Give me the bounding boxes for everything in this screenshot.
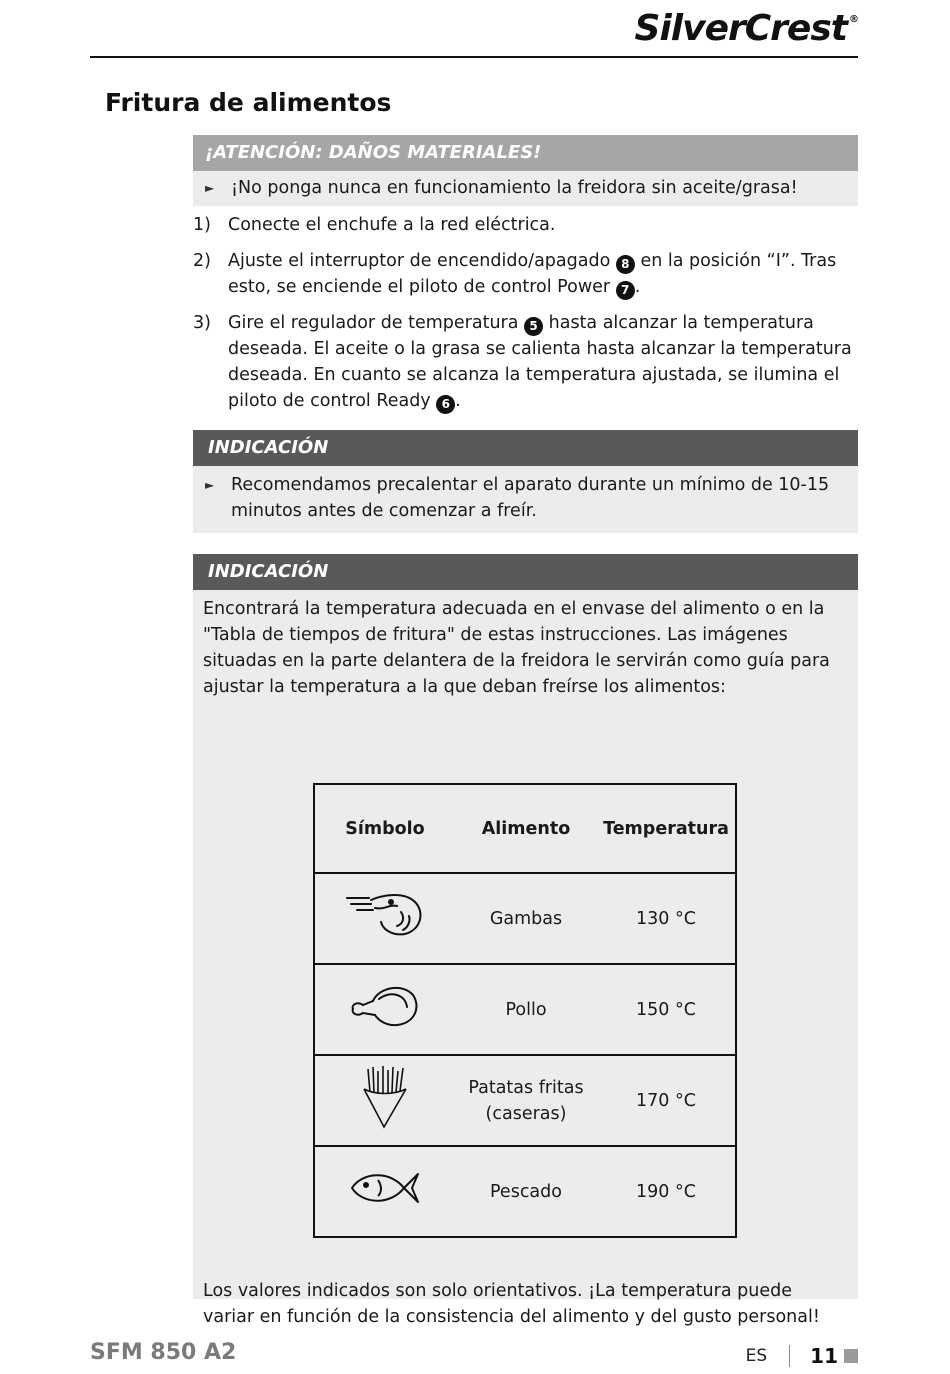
warning-text: ¡No ponga nunca en funcionamiento la freidora sin aceite/grasa! xyxy=(231,178,798,198)
callout-badge: 8 xyxy=(616,255,635,274)
callout-badge: 7 xyxy=(616,281,635,300)
table-row: Gambas 130 °C xyxy=(315,872,735,963)
warning-box xyxy=(193,135,858,206)
note-header: INDICACIÓN xyxy=(193,554,858,590)
shrimp-icon xyxy=(315,892,455,946)
temperature-table xyxy=(313,783,737,1238)
note-box xyxy=(193,430,858,533)
page-title: Fritura de alimentos xyxy=(105,88,392,117)
bullet-arrow-icon: ► xyxy=(205,478,215,492)
warning-header: ¡ATENCIÓN: DAÑOS MATERIALES! xyxy=(193,135,858,171)
model-number: SFM 850 A2 xyxy=(90,1340,237,1365)
bullet-arrow-icon: ► xyxy=(205,181,215,195)
note-outro: Los valores indicados son solo orientativos. ¡La temperatura puede variar en función de la consistencia del alimento y del gusto personal! xyxy=(203,1281,820,1327)
chicken-leg-icon xyxy=(315,983,455,1037)
note-header: INDICACIÓN xyxy=(193,430,858,466)
brand-logo: SilverCrest ® xyxy=(634,8,858,49)
callout-badge: 5 xyxy=(524,317,543,336)
table-row: Patatas fritas (caseras) 170 °C xyxy=(315,1054,735,1145)
table-row: Pescado 190 °C xyxy=(315,1145,735,1236)
language-code: ES xyxy=(745,1346,768,1366)
table-header-row: Símbolo Alimento Temperatura xyxy=(345,818,729,839)
list-item: 2) Ajuste el interruptor de encendido/apagado 8 en la posición “I”. Tras esto, se enciende el piloto de control Power 7 . xyxy=(193,248,858,300)
note-intro: Encontrará la temperatura adecuada en el envase del alimento o en la "Tabla de tiempos de fritura" de estas instrucciones. Las imágenes situadas en la parte delantera de la freidora le servirán como guía para ajustar la temperatura a la que deban freírse los alimentos: xyxy=(203,599,830,697)
table-row: Pollo 150 °C xyxy=(315,963,735,1054)
callout-badge: 6 xyxy=(436,395,455,414)
list-item: 1) Conecte el enchufe a la red eléctrica. xyxy=(193,215,556,235)
note-text: Recomendamos precalentar el aparato durante un mínimo de 10-15 minutos antes de comenzar a freír. xyxy=(231,475,830,521)
header-rule xyxy=(90,56,858,58)
page-footer xyxy=(746,1344,858,1368)
footer-divider xyxy=(789,1345,790,1367)
fries-icon xyxy=(315,1065,455,1137)
steps-list xyxy=(193,212,858,424)
page-number: 11 xyxy=(810,1344,838,1368)
fish-icon xyxy=(315,1168,455,1216)
page-marker-square xyxy=(844,1349,858,1363)
list-item: 3) Gire el regulador de temperatura 5 hasta alcanzar la temperatura deseada. El aceite o la grasa se calienta hasta alcanzar la temperatura deseada. En cuanto se alcanza la temperatura ajustada, se ilumina el piloto de control Ready 6 . xyxy=(193,310,858,414)
temperature-note-box xyxy=(193,554,858,1327)
